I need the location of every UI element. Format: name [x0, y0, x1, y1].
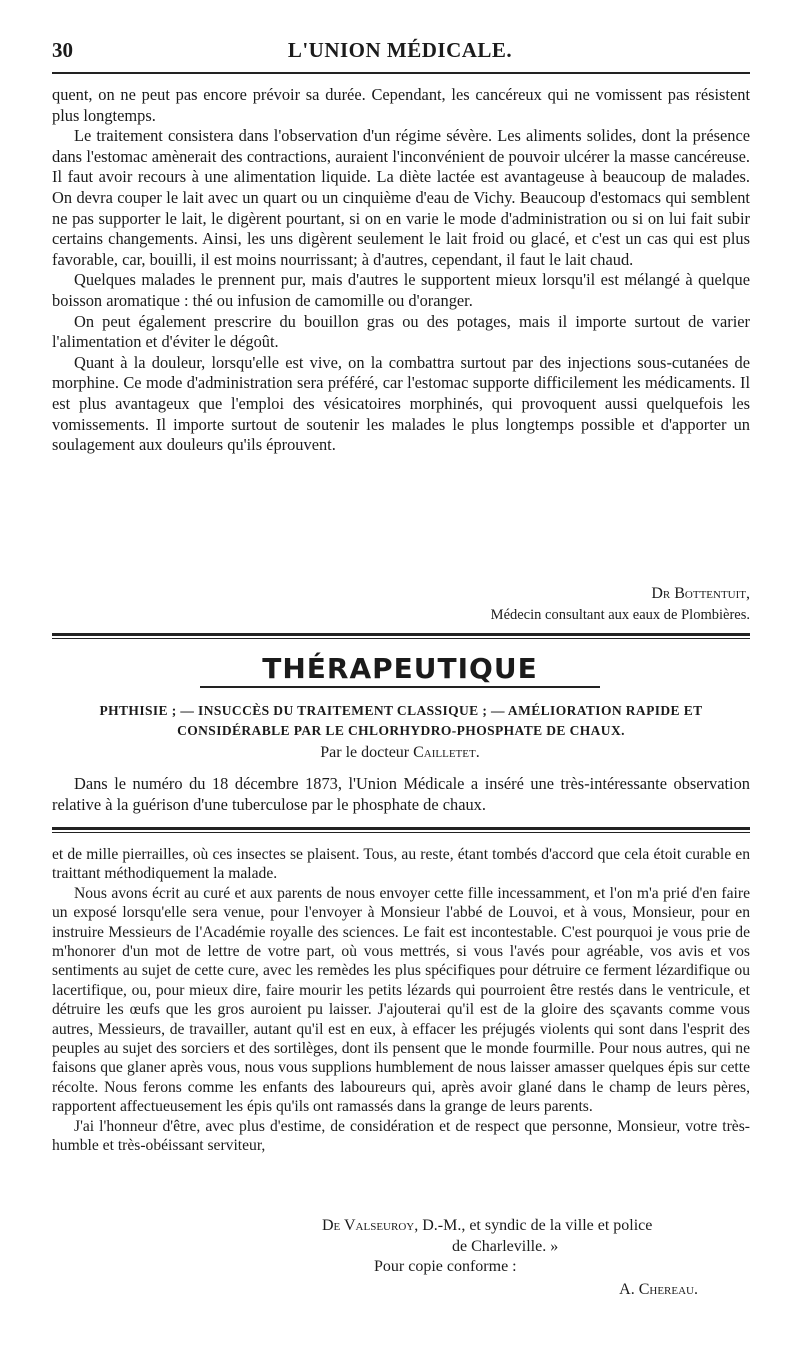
paragraph: On peut également prescrire du bouillon gras ou des potages, mais il importe surtout de varier l'alimentation et d'éviter le dégoût. [52, 311, 750, 352]
article-intro [52, 774, 750, 815]
closing-name: De Valseuroy, D.-M., [322, 1217, 466, 1234]
section-title: THÉRAPEUTIQUE [262, 652, 538, 685]
copy-note: Pour copie conforme : [374, 1258, 517, 1275]
byline-prefix: Par le docteur [320, 744, 410, 761]
paragraph: et de mille pierrailles, où ces insectes se plaisent. Tous, au reste, étant tombés d'accord que cela étoit curable en traittant méthodiquement la malade. [52, 846, 750, 883]
paragraph: Le traitement consistera dans l'observation d'un régime sévère. Les aliments solides, dont la présence dans l'estomac amènerait des contractions, auraient l'inconvénient de pouvoir ulcérer la masse cancéreuse. Il faut avoir recours à une alimentation liquide. La diète lactée est avantageuse à beaucoup de malades. On devra couper le lait avec un quart ou un cinquième d'eau de Vichy. Beaucoup d'estomacs qui semblent ne pas supporter le lait, le digèrent pourtant, si on en varie le mode d'administration ou si on lui fait subir certains changements. Ainsi, les uns digèrent seulement le lait froid ou glacé, et c'est un cas qui est plus favorable, car, bouilli, il est moins nourrissant; à d'autres, cependant, il faut le lait chaud. [52, 126, 750, 269]
paragraph: Dans le numéro du 18 décembre 1873, l'Union Médicale a inséré une très-intéressante observation relative à la guérison d'une tuberculose par le phosphate de chaux. [52, 774, 750, 814]
closing-place: de Charleville. » [452, 1238, 559, 1255]
section-rule-top-thin [52, 638, 750, 639]
paragraph: J'ai l'honneur d'être, avec plus d'estime, de considération et de respect que personne, Monsieur, votre très-humble et très-obéissant serviteur, [52, 1117, 750, 1155]
page-number: 30 [52, 38, 73, 62]
section-title-underline [200, 686, 600, 688]
article-cancer-treatment [52, 85, 750, 456]
paragraph: Quant à la douleur, lorsqu'elle est vive, on la combattra surtout par des injections sous-cutanées de morphine. Ce mode d'administration sera préféré, car l'estomac supporte difficilement les médicaments. Il est plus avantageux que l'emploi des vésicatoires morphinés, qui provoquent aussi quelquefois les vomissements. Il importe surtout de soutenir les malades le plus longtemps possible et d'apporter un soulagement aux douleurs qu'ils éprouvent. [52, 352, 750, 455]
author-title-line [52, 607, 750, 624]
paragraph: quent, on ne peut pas encore prévoir sa durée. Cependant, les cancéreux qui ne vomissent pas résistent plus longtemps. [52, 85, 750, 125]
article-title [52, 701, 750, 741]
closing-rest: et syndic de la ville et police [469, 1217, 653, 1234]
paragraph: Quelques malades le prennent pur, mais d'autres le supportent mieux lorsqu'il est mélangé à quelque boisson aromatique : thé ou infusion de camomille ou d'oranger. [52, 270, 750, 310]
section-rule-bottom-thin [52, 832, 750, 833]
running-title: L'UNION MÉDICALE. [287, 38, 513, 62]
author-name: Dr Bottentuit, [651, 585, 750, 602]
section-rule-bottom [52, 827, 750, 830]
author-signature [52, 585, 750, 603]
byline [0, 744, 800, 762]
closing-signature-line [322, 1216, 652, 1236]
copy-signature: A. Chereau. [619, 1281, 698, 1298]
byline-author: Cailletet. [413, 744, 480, 761]
article-title-line: CONSIDÉRABLE PAR LE CHLORHYDRO-PHOSPHATE DE CHAUX. [177, 723, 625, 738]
header-rule [52, 72, 750, 74]
letter-continuation [52, 845, 750, 1156]
section-rule-top [52, 633, 750, 636]
page-header [0, 38, 800, 68]
author-title: Médecin consultant aux eaux de Plombières. [490, 607, 750, 623]
paragraph: Nous avons écrit au curé et aux parents de nous envoyer cette fille incessamment, et l'on m'a prié d'en faire un exposé lorsqu'elle sera venue, pour l'envoyer à Monsieur l'abbé de Louvoi, et à vous, Monsieur, pour en instruire Messieurs de l'Académie royalle des sciences. Le fait est incontestable. C'est pourquoi je vous prie de m'honorer d'un mot de lettre de votre part, où vous mettrés, si vous l'avés pour agréable, vos avis et vos sentiments au sujet de cette cure, avec les remèdes les plus spécifiques pour détruire ce ferment lézardifique ou lacertifique, ou, pour mieux dire, faire mourir les petits lézards qui pourroient être restés dans le ventricule, et détruire les œufs que les gros auroient pu laisser. J'ajouterai qu'il est de la gloire des sçavants comme vous autres, Messieurs, de travailler, autant qu'il est en eux, à effacer les préjugés violents qui sont dans l'esprit des peuples au sujet des sorciers et des sortilèges, dont ils pensent que le monde fourmille. Pour nous autres, qui ne faisons que glaner après vous, nous vous supplions humblement de nous laisser amasser quelques épis sur cette récolte. Nous ferons comme les enfants des laboureurs qui, après avoir glané dans le champ de leurs pères, rapportent affectueusement les épis qu'ils ont ramassés dans la grange de leurs parents. [52, 884, 750, 1116]
article-title-line: PHTHISIE ; — INSUCCÈS DU TRAITEMENT CLASSIQUE ; — AMÉLIORATION RAPIDE ET [99, 703, 703, 718]
